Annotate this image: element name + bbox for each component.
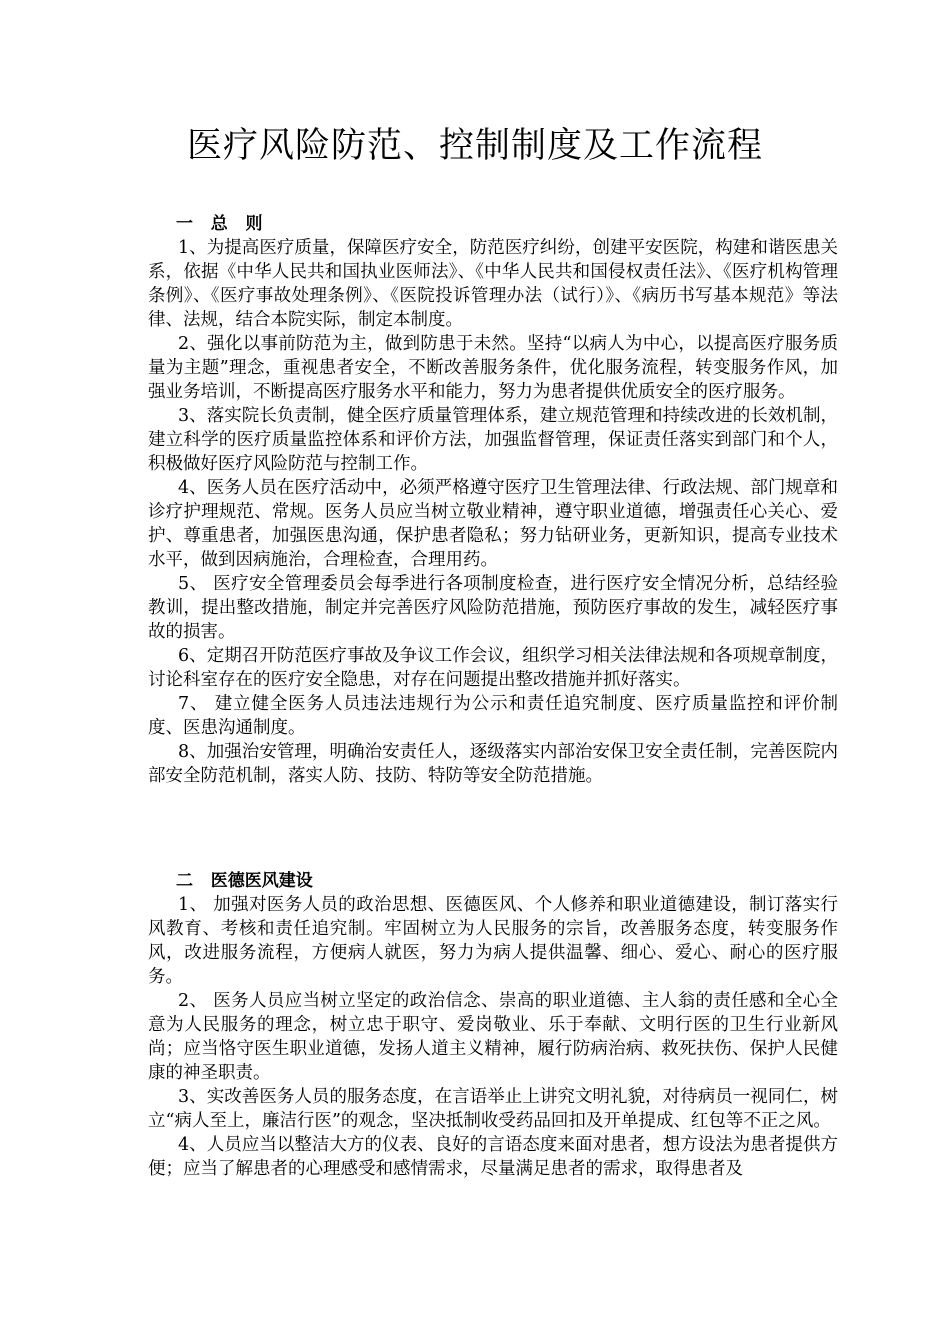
paragraph: 6、定期召开防范医疗事故及争议工作会议，组织学习相关法律法规和各项规章制度，讨论科室存在的医疗安全隐患，对存在问题提出整改措施并抓好落实。 [148, 646, 838, 690]
paragraph: 4、人员应当以整洁大方的仪表、良好的言语态度来面对患者，想方设法为患者提供方便；应当了解患者的心理感受和感情需求，尽量满足患者的需求，取得患者及 [148, 1135, 838, 1179]
paragraph: 1、 加强对医务人员的政治思想、医德医风、个人修养和职业道德建设，制订落实行风教育、考核和责任追究制。牢固树立为人民服务的宗旨，改善服务态度，转变服务作风，改进服务流程，方便病人就医，努力为病人提供温馨、细心、爱心、耐心的医疗服务。 [148, 895, 838, 987]
document-title: 医疗风险防范、控制制度及工作流程 [186, 126, 763, 166]
paragraph: 3、实改善医务人员的服务态度，在言语举止上讲究文明礼貌，对待病员一视同仁，树立“病人至上，廉洁行医”的观念，坚决抵制收受药品回扣及开单提成、红包等不正之风。 [148, 1087, 838, 1131]
paragraph: 7、 建立健全医务人员违法违规行为公示和责任追究制度、医疗质量监控和评价制度、医患沟通制度。 [148, 694, 838, 738]
section-heading: 一 总 则 [176, 214, 263, 234]
section-medical-ethics [148, 869, 838, 1181]
paragraph: 3、落实院长负责制，健全医疗质量管理体系，建立规范管理和持续改进的长效机制，建立科学的医疗质量监控体系和评价方法，加强监督管理，保证责任落实到部门和个人，积极做好医疗风险防范与控制工作。 [148, 406, 838, 474]
paragraph: 5、 医疗安全管理委员会每季进行各项制度检查，进行医疗安全情况分析，总结经验教训，提出整改措施，制定并完善医疗风险防范措施，预防医疗事故的发生，减轻医疗事故的损害。 [148, 574, 838, 642]
paragraph: 4、医务人员在医疗活动中，必须严格遵守医疗卫生管理法律、行政法规、部门规章和诊疗护理规范、常规。医务人员应当树立敬业精神，遵守职业道德，增强责任心关心、爱护、尊重患者，加强医患沟通，保护患者隐私；努力钻研业务，更新知识，提高专业技术水平，做到因病施治，合理检查，合理用药。 [148, 478, 838, 570]
paragraph: 1、为提高医疗质量，保障医疗安全，防范医疗纠纷，创建平安医院，构建和谐医患关系，依据《中华人民共和国执业医师法》、《中华人民共和国侵权责任法》、《医疗机构管理条例》、《医疗事故处理条例》、《医院投诉管理办法（试行）》、《病历书写基本规范》等法律、法规，结合本院实际，制定本制度。 [148, 238, 838, 330]
paragraph: 8、加强治安管理，明确治安责任人，逐级落实内部治安保卫安全责任制，完善医院内部安全防范机制，落实人防、技防、特防等安全防范措施。 [148, 742, 838, 786]
paragraph: 2、强化以事前防范为主，做到防患于未然。坚持“以病人为中心，以提高医疗服务质量为主题”理念，重视患者安全，不断改善服务条件，优化服务流程，转变服务作风，加强业务培训，不断提高医疗服务水平和能力，努力为患者提供优质安全的医疗服务。 [148, 334, 838, 402]
section-general-principles [148, 212, 838, 788]
paragraph: 2、 医务人员应当树立坚定的政治信念、崇高的职业道德、主人翁的责任感和全心全意为人民服务的理念，树立忠于职守、爱岗敬业、乐于奉献、文明行医的卫生行业新风尚；应当恪守医生职业道德，发扬人道主义精神，履行防病治病、救死扶伤、保护人民健康的神圣职责。 [148, 991, 838, 1083]
section-heading: 二 医德医风建设 [176, 871, 313, 891]
